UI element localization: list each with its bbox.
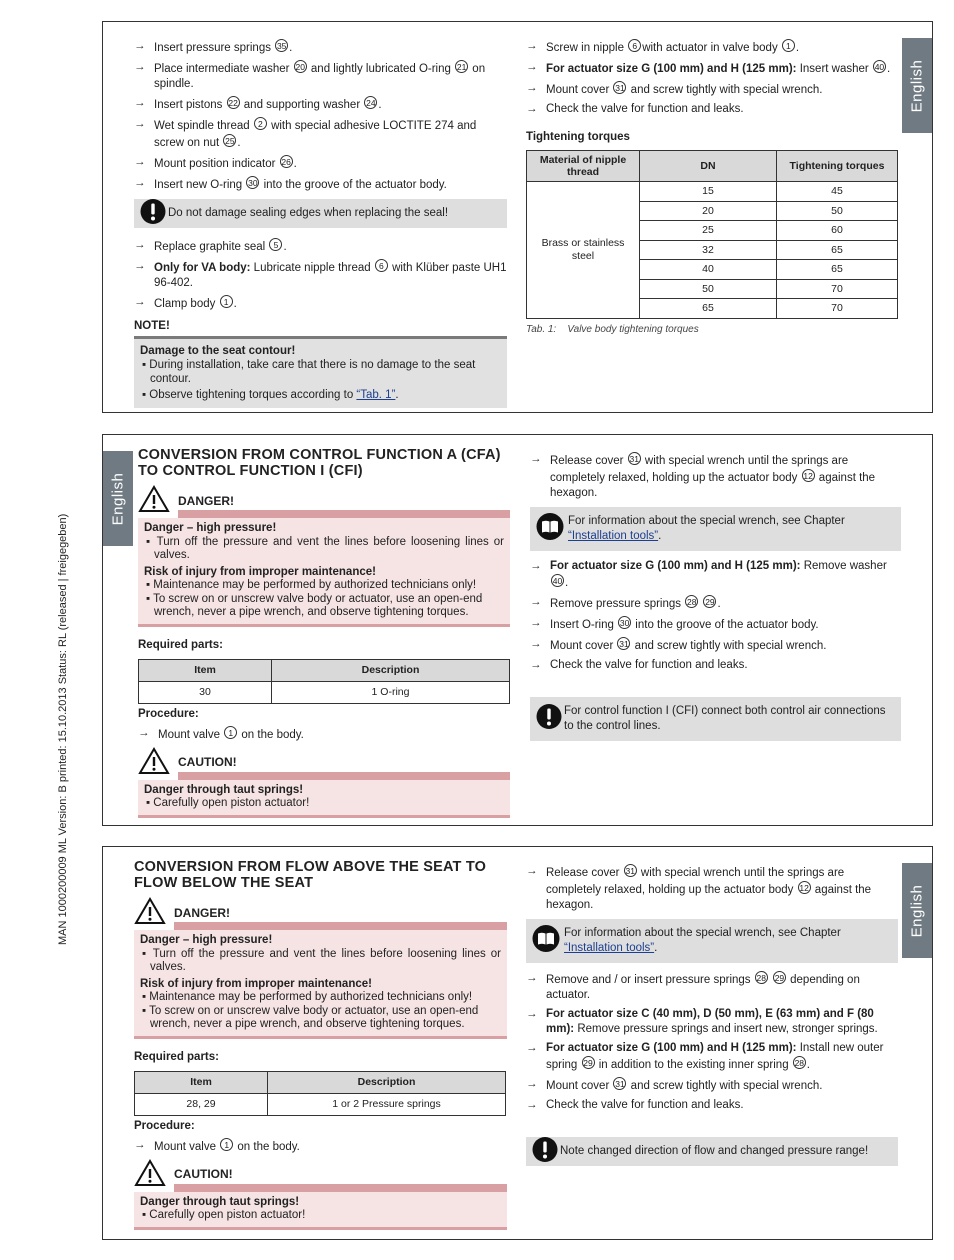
procedure-step	[530, 637, 901, 654]
procedure-step	[530, 616, 901, 633]
hint-text: Note changed direction of flow and changed pressure range!	[560, 1145, 869, 1157]
torque-dn-cell: 15	[640, 182, 777, 202]
step-text: Lubricate nipple thread	[250, 262, 374, 274]
arrow-right-icon: →	[526, 1099, 538, 1111]
arrow-right-icon: →	[134, 260, 146, 272]
part-number-badge: 22	[228, 98, 238, 108]
step-text: .	[806, 1059, 810, 1071]
caution-box	[134, 1192, 507, 1230]
danger-bullet-text: To screw on or unscrew valve body or actuator, use an open-end wrench, never a pipe wrench, and observe tightening torques.	[149, 1004, 479, 1030]
procedure-step	[526, 39, 898, 56]
procedure-step	[526, 971, 898, 1003]
torque-table-body	[527, 182, 898, 319]
step-text: Place intermediate washer	[154, 63, 293, 75]
step-text	[699, 598, 702, 610]
caution-bullet: ▪ Carefully open piston actuator!	[142, 1209, 306, 1221]
arrow-right-icon: →	[134, 61, 146, 73]
flow-direction-hint	[526, 1137, 898, 1166]
step-text: Mount cover	[546, 84, 613, 96]
procedure-step	[526, 60, 898, 77]
req-cell: 1 O-ring	[272, 681, 510, 703]
arrow-right-icon: →	[530, 638, 542, 650]
step-text: and screw tightly with special wrench.	[627, 84, 823, 96]
part-number-badge: 12	[803, 471, 813, 481]
part-number-badge: 25	[225, 136, 235, 146]
torque-dn-cell: 50	[640, 279, 777, 299]
torque-dn-cell: 25	[640, 221, 777, 241]
part-number-badge: 31	[615, 1079, 625, 1089]
part-number-badge: 1	[782, 39, 795, 52]
arrow-right-icon: →	[134, 97, 146, 109]
step-text: into the groove of the actuator body.	[260, 179, 447, 191]
step-text: Mount cover	[550, 640, 617, 652]
step-text: Release cover	[546, 867, 623, 879]
arrow-right-icon: →	[134, 118, 146, 130]
step-text: into the groove of the actuator body.	[632, 619, 819, 631]
part-number-badge: 6	[375, 259, 388, 272]
step-text: Wet spindle thread	[154, 120, 253, 132]
table-row	[527, 182, 898, 202]
arrow-right-icon: →	[526, 103, 538, 115]
part-number-badge: 35	[276, 41, 287, 51]
book-icon	[532, 925, 560, 958]
caution-bullet-text: Carefully open piston actuator!	[149, 1209, 306, 1221]
language-tab	[902, 863, 932, 958]
step-text: Insert pressure springs	[154, 42, 275, 54]
panel1-steps-2	[134, 238, 507, 312]
part-number-badge: 31	[619, 639, 629, 649]
hint-text: .	[654, 942, 658, 954]
panel1-right-steps	[526, 39, 898, 117]
step-text: .	[283, 241, 287, 253]
note-title: Damage to the seat contour!	[140, 345, 296, 357]
part-number-badge: 1	[220, 295, 233, 308]
part-number-badge: 28	[756, 973, 766, 983]
torque-value-cell: 60	[777, 221, 898, 241]
req-col-header: Description	[268, 1071, 506, 1093]
torque-col-header: Material of nipple thread	[527, 151, 640, 182]
procedure-step	[134, 155, 507, 172]
panel1-right-column	[526, 39, 898, 335]
part-number-badge: 12	[799, 883, 809, 893]
step-text: and supporting washer	[240, 99, 364, 111]
procedure-step	[134, 238, 507, 255]
arrow-right-icon: →	[526, 865, 538, 877]
req-cell: 1 or 2 Pressure springs	[268, 1093, 506, 1115]
part-number-badge: 29	[705, 597, 715, 607]
danger-bullet-text: Turn off the pressure and vent the lines before loosening lines or valves.	[150, 947, 501, 973]
step-text: Screw in nipple	[546, 42, 628, 54]
caution-label: CAUTION!	[178, 755, 237, 769]
step-text: Remove and / or insert pressure springs	[546, 974, 754, 986]
step-text: Insert O-ring	[550, 619, 618, 631]
procedure-step	[526, 102, 898, 117]
torque-dn-cell: 32	[640, 240, 777, 260]
required-parts-table	[138, 659, 510, 704]
danger-bullet: ▪ To screw on or unscrew valve body or actuator, use an open-end wrench, never a pipe wrench, and observe tightening torques.	[142, 1004, 479, 1030]
warning-triangle-icon	[134, 897, 166, 928]
step-text: and screw tightly with special wrench.	[631, 640, 827, 652]
caption-text: Valve body tightening torques	[567, 323, 699, 335]
part-number-badge: 40	[874, 62, 885, 72]
book-icon	[536, 513, 564, 546]
release-step	[530, 452, 901, 501]
danger-bullet: ▪ To screw on or unscrew valve body or actuator, use an open-end wrench, never a pipe wrench, and observe tightening torques.	[146, 592, 483, 618]
req-cell: 30	[139, 681, 272, 703]
panel1-steps	[134, 39, 507, 193]
procedure-label: Procedure:	[134, 1119, 195, 1132]
danger-bullet-text: To screw on or unscrew valve body or actuator, use an open-end wrench, never a pipe wrench, and observe tightening torques.	[153, 592, 483, 618]
arrow-right-icon: →	[530, 560, 542, 572]
arrow-right-icon: →	[526, 82, 538, 94]
caution-block	[134, 1159, 507, 1230]
danger-box	[134, 930, 507, 1039]
step-text: .	[378, 99, 382, 111]
release-step	[526, 864, 898, 913]
step-text: .	[886, 63, 891, 75]
procedure-step	[526, 1098, 898, 1113]
step-text: on spindle.	[154, 63, 486, 90]
procedure-step	[526, 864, 898, 913]
section-title: CONVERSION FROM FLOW ABOVE THE SEAT TO FLOW BELOW THE SEAT	[134, 859, 487, 891]
step-text: Remove pressure springs	[550, 598, 685, 610]
step-text: Replace graphite seal	[154, 241, 269, 253]
step-text: Release cover	[550, 455, 627, 467]
procedure-steps	[138, 726, 510, 743]
panel3-left-column	[134, 859, 507, 1230]
step-text: and screw tightly with special wrench.	[627, 1080, 823, 1092]
procedure-label: Procedure:	[138, 707, 199, 720]
caution-bullet: ▪ Carefully open piston actuator!	[146, 797, 310, 809]
panel2-left-column	[138, 447, 510, 818]
danger-block	[138, 485, 510, 627]
step-text: .	[289, 42, 293, 54]
danger-bullet: ▪ Maintenance may be performed by authorized technicians only!	[146, 579, 477, 591]
procedure-step	[530, 595, 901, 612]
procedure-step	[530, 452, 901, 501]
procedure-step	[530, 658, 901, 673]
danger-title: Risk of injury from improper maintenance!	[140, 977, 372, 990]
panel3-right-column	[526, 864, 898, 1166]
caption-number: Tab. 1:	[526, 323, 557, 335]
tab1-link[interactable]: “Tab. 1”	[356, 389, 396, 401]
step-emphasis: For actuator size G (100 mm) and H (125 mm):	[546, 63, 797, 75]
step-text: Mount cover	[546, 1080, 613, 1092]
procedure-step	[526, 81, 898, 98]
part-number-badge: 1	[224, 726, 237, 739]
step-emphasis: Only for VA body:	[154, 262, 251, 274]
torque-col-header: Tightening torques	[777, 151, 898, 182]
arrow-right-icon: →	[526, 40, 538, 52]
step-text: Mount position indicator	[154, 158, 279, 170]
step-text: .	[795, 42, 800, 54]
arrow-right-icon: →	[526, 1042, 538, 1054]
arrow-right-icon: →	[526, 1078, 538, 1090]
torque-material-cell: Brass or stainless steel	[527, 182, 640, 319]
language-tab-label: English	[908, 59, 926, 112]
danger-bullet: ▪ Turn off the pressure and vent the lines before loosening lines or valves.	[142, 947, 501, 973]
special-wrench-hint	[530, 507, 901, 551]
arrow-right-icon: →	[530, 617, 542, 629]
language-tab	[902, 38, 932, 133]
torque-dn-cell: 20	[640, 201, 777, 221]
part-number-badge: 28	[794, 1058, 805, 1068]
note-box	[134, 336, 507, 408]
exclamation-icon	[536, 704, 562, 735]
danger-title: Danger – high pressure!	[140, 934, 273, 946]
arrow-right-icon: →	[134, 156, 146, 168]
hint-text: For information about the special wrench, see Chapter	[564, 927, 841, 939]
step-emphasis: For actuator size G (100 mm) and H (125 mm):	[546, 1042, 797, 1054]
step-text: with Klüber paste UH1 96-402.	[154, 262, 507, 289]
part-number-badge: 28	[687, 597, 697, 607]
req-col-header: Description	[272, 659, 510, 681]
procedure-steps	[134, 1138, 507, 1155]
hint-text: For control function I (CFI) connect both control air connections to the control lines.	[564, 705, 886, 732]
language-tab-label: English	[109, 472, 127, 525]
part-number-badge: 21	[456, 62, 467, 72]
step-text: Check the valve for function and leaks.	[550, 659, 748, 671]
hint-text: For information about the special wrench, see Chapter	[568, 515, 845, 527]
step-text: .	[565, 577, 569, 589]
step-text: in addition to the existing inner spring	[595, 1059, 792, 1071]
step-text: and lightly lubricated O-ring	[307, 63, 455, 75]
step-text: with special wrench until the springs are completely relaxed, holding up the actuator body	[546, 867, 845, 896]
arrow-right-icon: →	[530, 596, 542, 608]
hint-text: .	[658, 530, 662, 542]
part-number-badge: 29	[774, 973, 785, 983]
arrow-right-icon: →	[134, 239, 146, 251]
page-panel-2	[102, 434, 933, 826]
note-bullet-text: During installation, take care that there is no damage to the seat contour.	[149, 359, 476, 385]
part-number-badge: 1	[220, 1138, 233, 1151]
installation-tools-link[interactable]: “Installation tools”	[568, 530, 659, 542]
part-number-badge: 5	[269, 238, 282, 251]
arrow-right-icon: →	[134, 177, 146, 189]
torque-dn-cell: 65	[640, 299, 777, 319]
step-text: .	[717, 598, 721, 610]
step-text: Mount valve	[158, 728, 224, 741]
torque-value-cell: 70	[777, 279, 898, 299]
step-emphasis: For actuator size C (40 mm), D (50 mm), E (63 mm) and F (80 mm):	[546, 1008, 874, 1035]
torque-value-cell: 50	[777, 201, 898, 221]
danger-bar	[174, 922, 507, 930]
danger-block	[134, 897, 507, 1039]
torque-value-cell: 65	[777, 260, 898, 280]
torque-col-header: DN	[640, 151, 777, 182]
arrow-right-icon: →	[530, 453, 542, 465]
danger-bullet: ▪ Turn off the pressure and vent the lines before loosening lines or valves.	[146, 535, 504, 561]
arrow-right-icon: →	[526, 972, 538, 984]
warning-triangle-icon	[138, 747, 170, 778]
page-panel-1	[102, 21, 933, 413]
part-number-badge: 30	[619, 618, 630, 628]
arrow-right-icon: →	[134, 1138, 146, 1151]
danger-label: DANGER!	[178, 493, 234, 508]
arrow-right-icon: →	[526, 1008, 538, 1020]
note-bullet-text: .	[395, 389, 399, 401]
danger-box	[138, 518, 510, 627]
part-number-badge: 31	[625, 866, 635, 876]
procedure-step	[134, 96, 507, 113]
caution-box	[138, 780, 510, 818]
danger-label: DANGER!	[174, 905, 230, 920]
torque-caption	[526, 324, 898, 335]
step-text: Insert washer	[796, 63, 872, 75]
section-title: CONVERSION FROM CONTROL FUNCTION A (CFA) TO CONTROL FUNCTION I (CFI)	[138, 447, 501, 479]
procedure-step	[134, 1138, 507, 1155]
panel1-left-column	[134, 39, 507, 408]
step-text: Mount valve	[154, 1140, 220, 1153]
caution-block	[138, 747, 510, 818]
req-col-header: Item	[135, 1071, 268, 1093]
caution-title: Danger through taut springs!	[144, 783, 304, 796]
procedure-step	[134, 60, 507, 92]
torque-value-cell: 70	[777, 299, 898, 319]
step-text: .	[293, 158, 297, 170]
procedure-step	[526, 1041, 898, 1073]
torque-value-cell: 45	[777, 182, 898, 202]
step-text: depending on actuator.	[546, 974, 860, 1001]
step-text: Insert pistons	[154, 99, 226, 111]
caution-bar	[178, 772, 510, 780]
step-text: Check the valve for function and leaks.	[546, 1099, 744, 1111]
note-bullet: ▪ Observe tightening torques according to “Tab. 1”.	[142, 389, 399, 401]
part-number-badge: 31	[629, 454, 639, 464]
step-text: Insert new O-ring	[154, 179, 246, 191]
step-text	[769, 974, 772, 986]
procedure-step	[134, 176, 507, 193]
warning-triangle-icon	[138, 485, 170, 516]
hint-text: Do not damage sealing edges when replacing the seal!	[168, 207, 449, 219]
step-text: with special wrench until the springs are completely relaxed, holding up the actuator body	[550, 455, 849, 484]
note-bullet-text: Observe tightening torques according to	[149, 389, 357, 401]
note-label: NOTE!	[134, 320, 170, 332]
exclamation-icon	[532, 1136, 558, 1167]
language-tab	[103, 451, 133, 546]
part-number-badge: 20	[295, 62, 305, 72]
part-number-badge: 26	[281, 157, 291, 167]
part-number-badge: 6	[628, 39, 641, 52]
step-text: Check the valve for function and leaks.	[546, 103, 744, 115]
panel2-right-column	[530, 452, 901, 741]
note-bullet: ▪ During installation, take care that there is no damage to the seat contour.	[142, 359, 476, 385]
torque-value-cell: 65	[777, 240, 898, 260]
step-text: with special adhesive LOCTITE 274 and screw on nut	[154, 120, 477, 149]
step-text: against the hexagon.	[550, 472, 876, 499]
installation-tools-link[interactable]: “Installation tools”	[564, 942, 655, 954]
danger-bullet-text: Turn off the pressure and vent the lines before loosening lines or valves.	[154, 535, 504, 561]
caution-label: CAUTION!	[174, 1167, 233, 1181]
required-parts-label: Required parts:	[134, 1050, 219, 1063]
danger-bullet-text: Maintenance may be performed by authorized technicians only!	[153, 579, 477, 591]
danger-title: Risk of injury from improper maintenance!	[144, 565, 376, 578]
document-status-footer: MAN 1000200009 ML Version: B printed: 15.10.2013 Status: RL (released | freigegeben)	[57, 513, 69, 945]
step-emphasis: For actuator size G (100 mm) and H (125 mm):	[550, 560, 801, 572]
part-number-badge: 2	[254, 117, 267, 130]
procedure-step	[134, 117, 507, 151]
arrow-right-icon: →	[134, 40, 146, 52]
procedure-step	[134, 259, 507, 291]
torque-dn-cell: 40	[640, 260, 777, 280]
special-wrench-hint	[526, 919, 898, 963]
required-parts-table	[134, 1071, 506, 1116]
step-text: .	[233, 298, 237, 310]
panel3-right-steps	[526, 971, 898, 1113]
step-text: against the hexagon.	[546, 884, 872, 911]
procedure-step	[526, 1077, 898, 1094]
danger-bullet: ▪ Maintenance may be performed by authorized technicians only!	[142, 991, 473, 1003]
page-panel-3	[102, 846, 933, 1240]
danger-bar	[178, 510, 510, 518]
step-text: Remove washer	[800, 560, 887, 572]
step-text: on the body.	[234, 1140, 300, 1153]
panel2-right-steps	[530, 559, 901, 673]
step-text: .	[237, 137, 241, 149]
req-cell: 28, 29	[135, 1093, 268, 1115]
part-number-badge: 29	[583, 1058, 593, 1068]
arrow-right-icon: →	[138, 726, 150, 739]
caution-bullet-text: Carefully open piston actuator!	[153, 797, 310, 809]
required-parts-label: Required parts:	[138, 638, 223, 651]
danger-bullet-text: Maintenance may be performed by authorized technicians only!	[149, 991, 473, 1003]
caution-bar	[174, 1184, 507, 1192]
torque-heading: Tightening torques	[526, 131, 630, 143]
danger-title: Danger – high pressure!	[144, 522, 277, 534]
step-text: Remove pressure springs and insert new, stronger springs.	[574, 1023, 878, 1035]
torque-table	[526, 150, 898, 319]
step-text: on the body.	[238, 728, 304, 741]
part-number-badge: 30	[248, 178, 258, 188]
exclamation-icon	[140, 198, 166, 229]
language-tab-label: English	[908, 884, 926, 937]
step-text: with actuator in valve body	[642, 42, 781, 54]
part-number-badge: 40	[552, 576, 563, 586]
step-text: Clamp body	[154, 298, 219, 310]
arrow-right-icon: →	[526, 61, 538, 73]
warning-triangle-icon	[134, 1159, 166, 1190]
req-col-header: Item	[139, 659, 272, 681]
arrow-right-icon: →	[530, 659, 542, 671]
part-number-badge: 24	[366, 98, 376, 108]
do-not-damage-hint	[134, 199, 507, 228]
caution-title: Danger through taut springs!	[140, 1195, 300, 1208]
cfi-hint	[530, 697, 901, 741]
procedure-step	[530, 559, 901, 591]
arrow-right-icon: →	[134, 296, 146, 308]
procedure-step	[134, 39, 507, 56]
part-number-badge: 31	[615, 83, 625, 93]
step-text: Install new outer spring	[546, 1042, 884, 1071]
procedure-step	[526, 1007, 898, 1037]
procedure-step	[134, 295, 507, 312]
procedure-step	[138, 726, 510, 743]
